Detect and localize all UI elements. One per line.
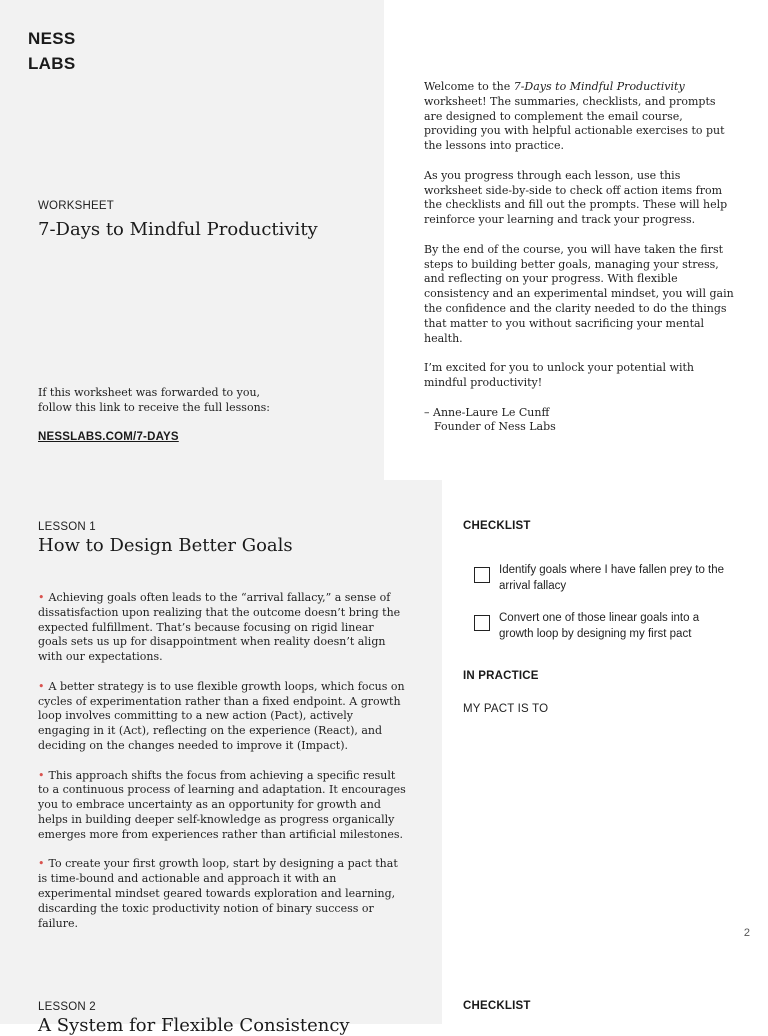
lesson-1-bullet-text-1: Achieving goals often leads to the “arrival fallacy,” a sense of dissatisfaction upon realizing that the outcome doesn’t bring the expected fulfillment. That’s because focusing on rigid linear goals sets us up for disappointment when reality doesn’t align with our expectations. (38, 591, 401, 664)
intro-p1-course-name: 7-Days to Mindful Productivity (513, 80, 685, 93)
logo-line-1: NESS (28, 29, 76, 48)
checklist-checkbox-2[interactable] (474, 615, 490, 631)
lesson-1-bullet-text-4: To create your first growth loop, start by designing a pact that is time-bound and actionable and approach it with an experimental mindset geared towards exploration and learning, discarding the toxic productivity notion of binary success or failure. (38, 857, 398, 930)
cover-panel (0, 0, 384, 480)
forward-note-line-2: follow this link to receive the full lessons: (38, 400, 271, 414)
lesson-1-bullet (38, 591, 406, 665)
lesson-1-checklist-panel (442, 480, 768, 960)
checklist-item-2: Convert one of those linear goals into a growth loop by designing my first pact (499, 612, 700, 640)
lesson-1-eyebrow: LESSON 1 (38, 521, 96, 533)
intro-p1-suffix: worksheet! The summaries, checklists, and prompts are designed to complement the email course, providing you with helpful actionable exercises to put the lessons into practice. (424, 94, 725, 153)
lesson-2-checklist-panel (442, 960, 768, 1024)
in-practice-heading: IN PRACTICE (463, 670, 539, 682)
lesson-1-bullets (38, 591, 406, 931)
intro-paragraph-2: As you progress through each lesson, use this worksheet side-by-side to check off action items from the checklists and fill out the prompts. These will help reinforce your learning and track your progress. (424, 168, 728, 227)
lesson-1-bullet (38, 769, 406, 843)
lesson-1-bullet (38, 857, 406, 931)
forward-note (38, 386, 338, 416)
worksheet-eyebrow: WORKSHEET (38, 200, 114, 212)
forward-note-line-1: If this worksheet was forwarded to you, (38, 386, 261, 399)
signature-role: Founder of Ness Labs (434, 420, 556, 434)
intro-p1-prefix: Welcome to the (424, 80, 514, 93)
intro-paragraph-3: By the end of the course, you will have taken the first steps to building better goals, managing your stress, and reflecting on your progress. With flexible consistency and an experimental mindset, you will gain the confidence and the clarity needed to do the things that matter to you without sacrificing your mental health. (424, 242, 734, 345)
intro-text (424, 80, 736, 435)
intro-panel (384, 0, 768, 480)
bullet-dot-icon: • (38, 679, 45, 693)
intro-paragraph-4: I’m excited for you to unlock your potential with mindful productivity! (424, 361, 694, 389)
bullet-dot-icon: • (38, 768, 45, 782)
lesson-1-bullet-text-3: This approach shifts the focus from achieving a specific result to a continuous process of learning and adaptation. It encourages you to embrace uncertainty as an opportunity for growth and helps in building deeper self-knowledge as progress organically emerges more from experiences rather than artificial milestones. (38, 768, 406, 841)
logo-line-2: LABS (28, 54, 76, 73)
pact-prompt-label: MY PACT IS TO (463, 703, 549, 715)
lesson-1-title: How to Design Better Goals (38, 535, 293, 556)
ness-labs-logo (28, 26, 76, 76)
lesson-2-checklist-heading: CHECKLIST (463, 1000, 531, 1012)
worksheet-title: 7-Days to Mindful Productivity (38, 219, 318, 240)
bullet-dot-icon: • (38, 857, 45, 871)
lesson-2-summary-panel (0, 960, 442, 1036)
signature-name: – Anne-Laure Le Cunff (424, 405, 550, 419)
checklist-item-1: Identify goals where I have fallen prey to the arrival fallacy (499, 564, 725, 592)
page-number: 2 (743, 927, 750, 939)
lesson-1-bullet-text-2: A better strategy is to use flexible growth loops, which focus on cycles of experimentation rather than a fixed endpoint. A growth loop involves committing to a new action (Pact), actively engaging in it (Act), reflecting on the experience (React), and deciding on the changes needed to improve it (Impact). (38, 679, 405, 752)
intro-paragraph-1 (424, 80, 736, 154)
lesson-1-checklist-heading: CHECKLIST (463, 520, 531, 532)
lesson-1-bullet (38, 680, 406, 754)
lesson-1-summary-panel (0, 480, 442, 960)
checklist-checkbox-1[interactable] (474, 567, 490, 583)
lesson-2-title: A System for Flexible Consistency (38, 1015, 350, 1036)
full-lessons-link[interactable]: NESSLABS.COM/7-DAYS (38, 431, 179, 443)
pact-prompt-field[interactable] (463, 720, 753, 910)
lesson-2-eyebrow: LESSON 2 (38, 1001, 96, 1013)
bullet-dot-icon: • (38, 591, 45, 604)
